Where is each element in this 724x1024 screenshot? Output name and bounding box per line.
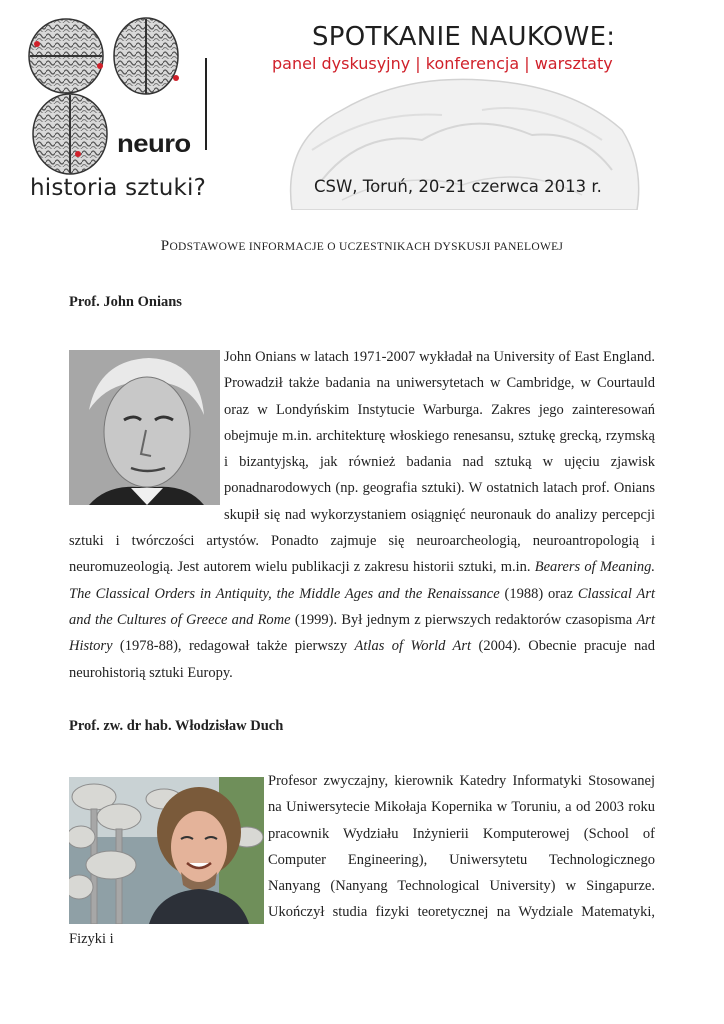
logo-neuro-word: neuro <box>117 130 191 158</box>
participant-name: Prof. zw. dr hab. Włodzisław Duch <box>69 718 284 734</box>
publication-title: Art History <box>69 611 655 655</box>
john-onians-photo <box>69 350 220 505</box>
bio-text: Profesor zwyczajny, kierownik Katedry Informatyki Stosowanej na Uniwersytecie Mikołaja Kopernika w Toruniu, a od 2003 roku pracownik Wydziału Inżynierii Komputerowej (School of Computer Engineering), Uniwersytetu Technologicznego Nanyang (Nanyang Technological University) w Singapurze. Ukończył studia fizyki teoretycznej na Wydziale Matematyki, Fizyki i <box>69 773 655 947</box>
participant-bio <box>69 768 655 952</box>
logo-divider <box>205 58 207 150</box>
bio-text: (1978-88), redagował także pierwszy <box>112 638 355 655</box>
wlodzislaw-duch-photo <box>69 777 264 924</box>
event-place-date: CSW, Toruń, 20-21 czerwca 2013 r. <box>314 177 602 196</box>
bio-text: John Onians w latach 1971-2007 wykładał na University of East England. Prowadził także badania na uniwersytetach w Cambridge, w Courtauld oraz w Londyńskim Instytucie Warburga. Zakres jego zainteresowań obejmuje m.in. architekturę włoskiego renesansu, sztukę grecką, rzymską i bizantyjską, jak również badania nad sztuką w ujęciu zjawisk ponadnarodowych (np. geografia sztuki). W ostatnich latach prof. Onians skupił się nad wykorzystaniem osiągnięć neuronauk do analizy percepcji sztuki i twórczości artystów. Ponadto zajmuje się neuroarcheologią, neuroantropologią i neuromuzeologią. Jest autorem wielu publikacji z zakresu historii sztuki, m.in. <box>69 349 655 576</box>
section-heading: PODSTAWOWE INFORMACJE O UCZESTNIKACH DYSKUSJI PANELOWEJ <box>160 238 564 254</box>
participant-bio <box>69 344 655 686</box>
publication-title: Bearers of Meaning. The Classical Orders in Antiquity, the Middle Ages and the Renaissance <box>69 559 655 602</box>
event-header <box>0 0 724 215</box>
participant-name: Prof. John Onians <box>69 294 182 310</box>
publication-title: Classical Art and the Cultures of Greece and Rome <box>69 585 656 628</box>
event-subtitle: panel dyskusyjny | konferencja | warsztaty <box>272 54 613 73</box>
bio-text: (1999). Był jednym z pierwszych redaktorów czasopisma <box>290 611 637 628</box>
event-title: SPOTKANIE NAUKOWE: <box>312 22 616 52</box>
bio-text: (2004). Obecnie pracuje nad neurohistorią sztuki Europy. <box>69 638 655 681</box>
logo-title: historia sztuki? <box>30 175 207 201</box>
bio-text: (1988) oraz <box>499 585 578 602</box>
publication-title: Atlas of World Art <box>354 638 472 655</box>
